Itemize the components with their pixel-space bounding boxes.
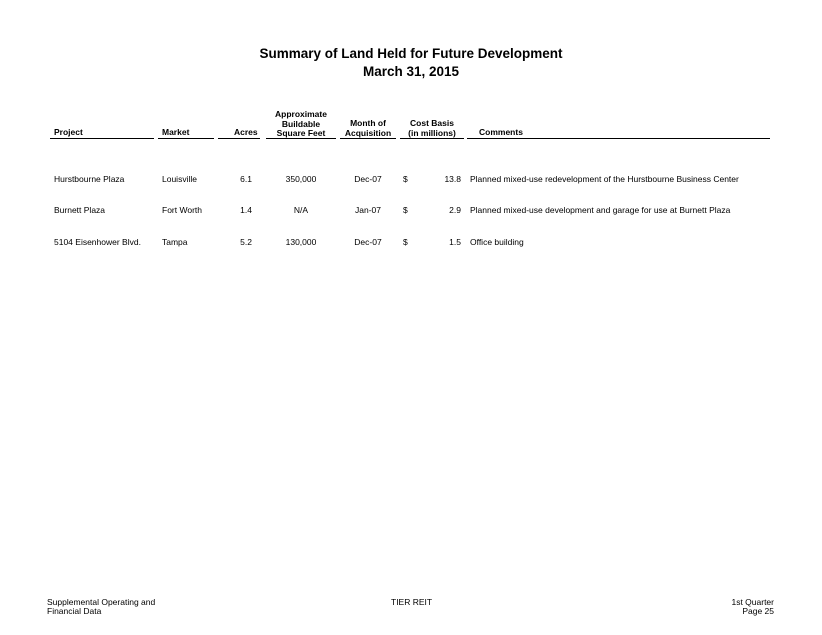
header-sqft — [270, 110, 332, 139]
header-sqft-line1: Approximate — [275, 109, 327, 119]
cell-comments: Planned mixed-use redevelopment of the Hurstbourne Business Center — [470, 174, 739, 184]
header-month-line2: Acquisition — [344, 127, 392, 138]
report-title: Summary of Land Held for Future Development — [259, 46, 563, 61]
cell-cost: 1.5 — [449, 237, 461, 247]
cell-market: Tampa — [162, 237, 188, 247]
header-market: Market — [162, 127, 190, 137]
cell-acres: 6.1 — [240, 174, 252, 184]
footer-left-line2: Financial Data — [47, 606, 102, 616]
header-sqft-line2: Buildable — [281, 118, 321, 129]
header-underline-acres — [218, 138, 260, 139]
cell-acres: 1.4 — [240, 205, 252, 215]
header-project: Project — [54, 127, 83, 137]
cell-project: Hurstbourne Plaza — [54, 174, 125, 184]
header-underline-cost — [400, 138, 464, 139]
header-underline-project — [50, 138, 154, 139]
header-underline-market — [158, 138, 214, 139]
header-cost-line1: Cost Basis — [410, 118, 454, 128]
cell-month: Dec-07 — [354, 237, 382, 247]
cell-sqft: N/A — [293, 205, 309, 215]
cell-month: Dec-07 — [354, 174, 382, 184]
header-cost-line2: (in millions) — [408, 127, 456, 138]
cell-month: Jan-07 — [355, 205, 381, 215]
header-month-line1: Month of — [350, 118, 386, 128]
cell-sqft: 350,000 — [285, 174, 317, 184]
header-cost — [400, 119, 464, 138]
cell-market: Fort Worth — [162, 205, 202, 215]
header-underline-month — [340, 138, 396, 139]
cell-project: 5104 Eisenhower Blvd. — [54, 237, 141, 247]
cell-cost: 2.9 — [449, 205, 461, 215]
cell-project: Burnett Plaza — [54, 205, 106, 215]
cell-acres: 5.2 — [240, 237, 252, 247]
cell-currency: $ — [403, 237, 408, 247]
header-acres: Acres — [234, 127, 258, 137]
table-row — [0, 237, 822, 249]
report-date: March 31, 2015 — [362, 64, 460, 79]
cell-currency: $ — [403, 205, 408, 215]
cell-sqft: 130,000 — [285, 237, 317, 247]
cell-comments: Office building — [470, 237, 524, 247]
cell-market: Louisville — [162, 174, 197, 184]
header-month — [338, 119, 398, 138]
header-underline-sqft — [266, 138, 336, 139]
header-comments: Comments — [479, 127, 523, 137]
footer-page-number: Page 25 — [742, 606, 774, 616]
footer-center: TIER REIT — [391, 597, 433, 607]
footer-left-line1: Supplemental Operating and — [47, 597, 156, 607]
header-sqft-line3: Square Feet — [276, 128, 326, 138]
header-underline-comments — [467, 138, 770, 139]
footer-right — [731, 598, 774, 616]
footer-quarter: 1st Quarter — [731, 597, 774, 607]
footer-left — [47, 598, 155, 616]
cell-cost: 13.8 — [444, 174, 461, 184]
table-row — [0, 205, 822, 217]
cell-comments: Planned mixed-use development and garage for use at Burnett Plaza — [470, 205, 731, 215]
table-row — [0, 174, 822, 186]
cell-currency: $ — [403, 174, 408, 184]
